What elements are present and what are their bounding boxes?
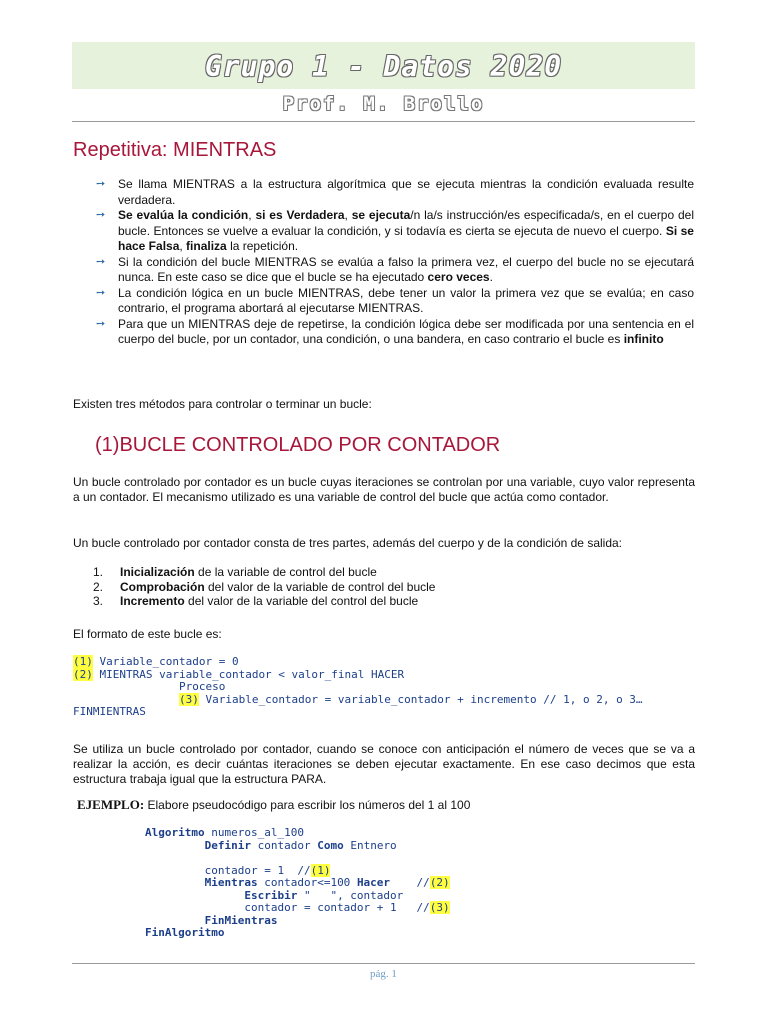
- header-subtitle: Prof. M. Brollo: [282, 93, 485, 115]
- example-text: Elabore pseudocódigo para escribir los números del 1 al 100: [147, 798, 471, 812]
- step-marker: (3): [429, 901, 450, 914]
- arrow-bullet-icon: ➙: [96, 255, 106, 268]
- definition-bullets: [96, 177, 694, 348]
- steps-list: [93, 565, 435, 609]
- list-item: 3. Incremento del valor de la variable del control del bucle: [93, 594, 419, 608]
- bullet-item: ➙ Si la condición del bucle MIENTRAS se evalúa a falso la primera vez, el cuerpo del bucle no se ejecutará nunca. En este caso se dice que el bucle se ha ejecutado cero veces.: [96, 254, 694, 284]
- bullet-item: ➙ La condición lógica en un bucle MIENTRAS, debe tener un valor la primera vez que se evalúa; en caso contrario, el programa abortará al ejecutarse MIENTRAS.: [96, 285, 694, 315]
- format-intro: El formato de este bucle es:: [73, 627, 222, 641]
- arrow-bullet-icon: ➙: [96, 286, 106, 299]
- example-code-block: Algoritmo numeros_al_100 Definir contador Como Entnero contador = 1 //(1) Mientras contador<=100 Hacer //(2) Escribir " ", contador contador = contador + 1 //(3) FinMientras FinAlgoritmo: [145, 826, 450, 939]
- example-heading: [77, 797, 470, 813]
- list-item: 2. Comprobación del valor de la variable de control del bucle: [93, 579, 436, 594]
- paragraph-three-parts: Un bucle controlado por contador consta de tres partes, además del cuerpo y de la condición de salida:: [73, 536, 622, 550]
- page-number: pág. 1: [370, 968, 397, 980]
- arrow-bullet-icon: ➙: [96, 209, 106, 221]
- step-marker: (1): [310, 863, 331, 877]
- step-marker: (3): [178, 692, 199, 706]
- footer-divider: [72, 963, 695, 964]
- example-label: EJEMPLO:: [77, 797, 145, 812]
- section-title: Repetitiva: MIENTRAS: [73, 139, 277, 161]
- bullet-item: ➙ Se evalúa la condición, si es Verdadera, se ejecuta/n la/s instrucción/es especificada/s, en el cuerpo del bucle. Entonces se vuelve a evaluar la condición, y si todavía es cierta se ejecuta de nuevo el cuerpo. Si se hace Falsa, finaliza la repetición.: [96, 208, 695, 253]
- header-divider: [72, 121, 695, 122]
- list-item: 1. Inicialización de la variable de control del bucle: [93, 565, 377, 579]
- arrow-bullet-icon: ➙: [96, 178, 106, 190]
- arrow-bullet-icon: ➙: [96, 317, 106, 330]
- methods-intro: Existen tres métodos para controlar o terminar un bucle:: [73, 397, 372, 411]
- subsection-title: (1)BUCLE CONTROLADO POR CONTADOR: [95, 434, 501, 456]
- step-marker: (2): [429, 876, 450, 889]
- bullet-item: ➙ Se llama MIENTRAS a la estructura algorítmica que se ejecuta mientras la condición evaluada resulte verdadera.: [96, 177, 694, 207]
- paragraph-usage: Se utiliza un bucle controlado por contador, cuando se conoce con anticipación el número de veces que se va a realizar la acción, es decir cuántas iteraciones se deben ejecutar exactamente. En ese caso decimos que esta estructura trabaja igual que la estructura PARA.: [73, 742, 695, 786]
- step-marker: (2): [73, 667, 93, 681]
- format-code-block: (1) Variable_contador = 0 (2) MIENTRAS variable_contador < valor_final HACER Proceso (3) Variable_contador = variable_contador + incremento // 1, o 2, o 3… FINMIENTRAS: [73, 655, 643, 718]
- step-marker: (1): [73, 655, 93, 668]
- header-title: Grupo 1 - Datos 2020: [204, 50, 563, 83]
- bullet-item: ➙ Para que un MIENTRAS deje de repetirse, la condición lógica debe ser modificada por una sentencia en el cuerpo del bucle, por un contador, una condición, o una bandera, en caso contrario el bucle es infinito: [96, 316, 694, 346]
- paragraph-counter-definition: Un bucle controlado por contador es un bucle cuyas iteraciones se controlan por una variable, cuyo valor representa a un contador. El mecanismo utilizado es una variable de control del bucle que actúa como contador.: [73, 475, 695, 504]
